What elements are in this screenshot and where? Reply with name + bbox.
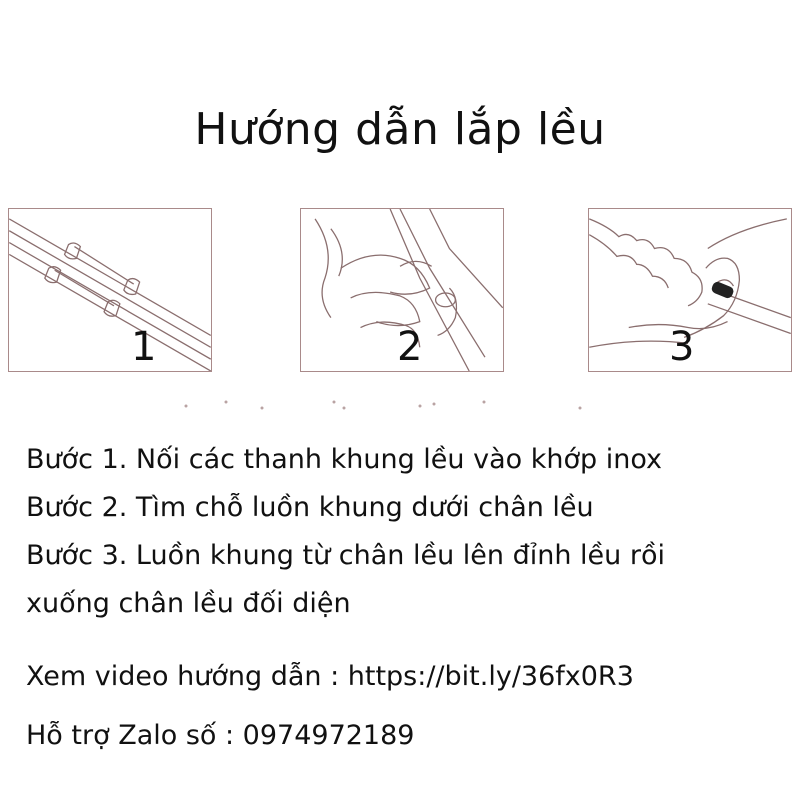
zalo-support-number: Hỗ trợ Zalo số : 0974972189 bbox=[26, 720, 415, 751]
panel-step-3 bbox=[588, 208, 792, 372]
step-1: Bước 1. Nối các thanh khung lều vào khớp inox bbox=[26, 444, 662, 475]
panel-number-3: 3 bbox=[669, 324, 695, 370]
decorative-dots bbox=[0, 396, 800, 416]
step-list bbox=[26, 436, 786, 628]
page-title: Hướng dẫn lắp lều bbox=[194, 104, 606, 155]
panel-step-1 bbox=[8, 208, 212, 372]
panel-step-2 bbox=[300, 208, 504, 372]
video-guide-link[interactable]: Xem video hướng dẫn : https://bit.ly/36fx0R3 bbox=[26, 661, 634, 692]
step-2: Bước 2. Tìm chỗ luồn khung dưới chân lều bbox=[26, 492, 594, 523]
step-3-line-1: Bước 3. Luồn khung từ chân lều lên đỉnh lều rồi bbox=[26, 540, 665, 571]
panel-number-1: 1 bbox=[131, 324, 157, 370]
step-3-line-2: xuống chân lều đối diện bbox=[26, 588, 351, 619]
instruction-panels bbox=[8, 208, 800, 378]
tent-pole-joint-icon bbox=[9, 209, 211, 371]
step-3 bbox=[26, 532, 786, 628]
panel-number-2: 2 bbox=[397, 324, 423, 370]
